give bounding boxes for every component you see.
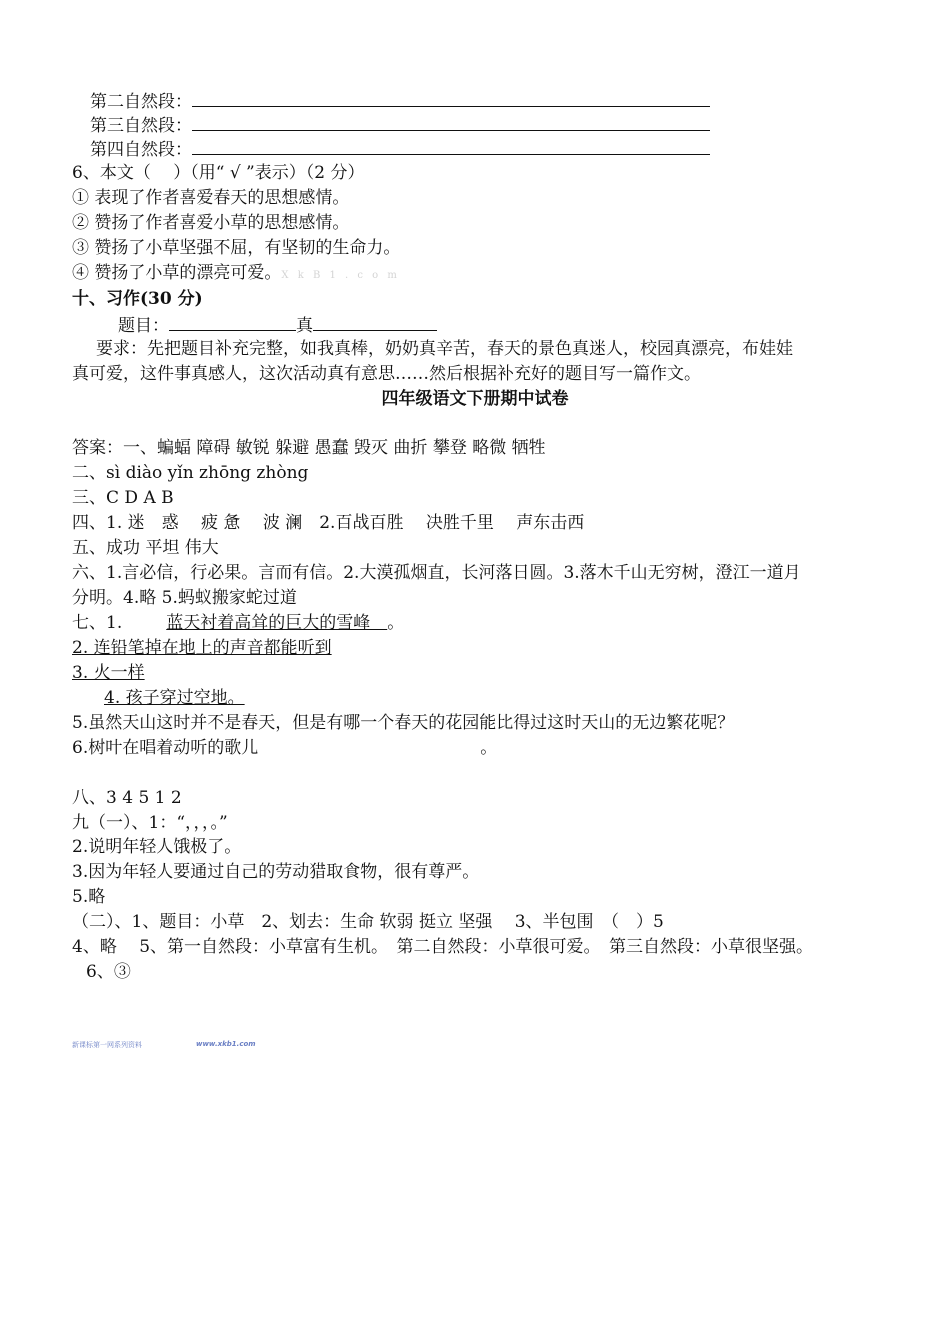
answer-2: 二、sì diào yǐn zhōng zhòng	[72, 463, 309, 483]
para3-row	[90, 112, 710, 138]
answer-6-line-2: 分明。4.略 5.蚂蚁搬家蛇过道	[72, 588, 297, 608]
watermark-text: X k B 1 . c o m	[281, 270, 400, 281]
answer-7-4: 4. 孩子穿过空地。	[104, 688, 245, 708]
answers-title: 四年级语文下册期中试卷	[381, 389, 569, 409]
option-4-row	[72, 261, 400, 288]
para2-row	[90, 88, 710, 114]
essay-requirement-2: 真可爱，这件事真感人，这次活动真有意思……然后根据补充好的题目写一篇作文。	[72, 364, 701, 384]
topic-label: 题目：	[118, 316, 169, 336]
footer-left-text: 新课标第一网系列资料	[72, 1041, 142, 1049]
essay-topic-row	[118, 312, 437, 338]
answer-part2-2: 4、略 5、第一自然段：小草富有生机。 第二自然段：小草很可爱。 第三自然段：小草很坚强。	[72, 937, 814, 957]
answer-7-prefix: 七、1.	[72, 613, 123, 633]
option-3: ③ 赞扬了小草坚强不屈，有坚韧的生命力。	[72, 238, 401, 258]
answer-7-6-end: 。	[480, 738, 498, 758]
answer-9-3: 3.因为年轻人要通过自己的劳动猎取食物，很有尊严。	[72, 862, 480, 882]
para4-label: 第四自然段：	[90, 140, 192, 160]
answer-3: 三、C D A B	[72, 488, 174, 508]
answer-7-1: 蓝天衬着高耸的巨大的雪峰	[166, 613, 388, 633]
essay-heading: 十、习作(30 分)	[72, 289, 203, 309]
option-1: ① 表现了作者喜爱春天的思想感情。	[72, 188, 350, 208]
answer-7-1-row	[72, 611, 404, 635]
para2-blank	[192, 88, 710, 107]
topic-mid: 真	[296, 316, 313, 336]
para4-blank	[192, 136, 710, 155]
answer-7-3: 3. 火一样	[72, 663, 145, 683]
answer-9-1: 九（一）、1：“，，，。”	[72, 813, 228, 833]
answer-9-2: 2.说明年轻人饿极了。	[72, 837, 242, 857]
answer-part2-3: 6、③	[86, 962, 131, 982]
footer-right-link[interactable]: www.xkb1.com	[196, 1040, 256, 1048]
answer-part2-1: （二）、1、题目：小草 2、划去：生命 软弱 挺立 坚强 3、半包围 （ ）5	[72, 912, 664, 932]
answer-8: 八、3 4 5 1 2	[72, 788, 182, 808]
answer-7-5: 5.虽然天山这时并不是春天，但是有哪一个春天的花园能比得过这时天山的无边繁花呢？	[72, 713, 735, 733]
answer-6-line-1: 六、1.言必信，行必果。言而有信。2.大漠孤烟直，长河落日圆。3.落木千山无穷树，澄江一道月	[72, 563, 801, 583]
answer-4: 四、1. 迷 惑 疲 惫 波 澜 2.百战百胜 决胜千里 声东击西	[72, 513, 585, 533]
option-4: ④ 赞扬了小草的漂亮可爱。	[72, 263, 282, 283]
topic-blank-1	[169, 312, 296, 331]
question-6: 6、本文（ ）（用“ √ ”表示）（2 分）	[72, 163, 365, 183]
para3-blank	[192, 112, 710, 131]
option-2: ② 赞扬了作者喜爱小草的思想感情。	[72, 213, 350, 233]
answer-7-6-row	[72, 736, 497, 760]
para4-row	[90, 136, 710, 162]
answer-5: 五、成功 平坦 伟大	[72, 538, 219, 558]
topic-blank-2	[313, 312, 437, 331]
essay-requirement-1: 要求：先把题目补充完整，如我真棒，奶奶真辛苦，春天的景色真迷人，校园真漂亮，布娃娃	[96, 339, 793, 359]
answer-7-2: 2. 连铅笔掉在地上的声音都能听到	[72, 638, 332, 658]
answer-1: 答案：一、蝙蝠 障碍 敏锐 躲避 愚蠢 毁灭 曲折 攀登 略微 牺牲	[72, 438, 546, 458]
answer-9-5: 5.略	[72, 887, 106, 907]
answer-7-1-end: 。	[387, 613, 405, 633]
para2-label: 第二自然段：	[90, 92, 192, 112]
para3-label: 第三自然段：	[90, 116, 192, 136]
answer-7-6: 6.树叶在唱着动听的歌儿	[72, 738, 259, 758]
